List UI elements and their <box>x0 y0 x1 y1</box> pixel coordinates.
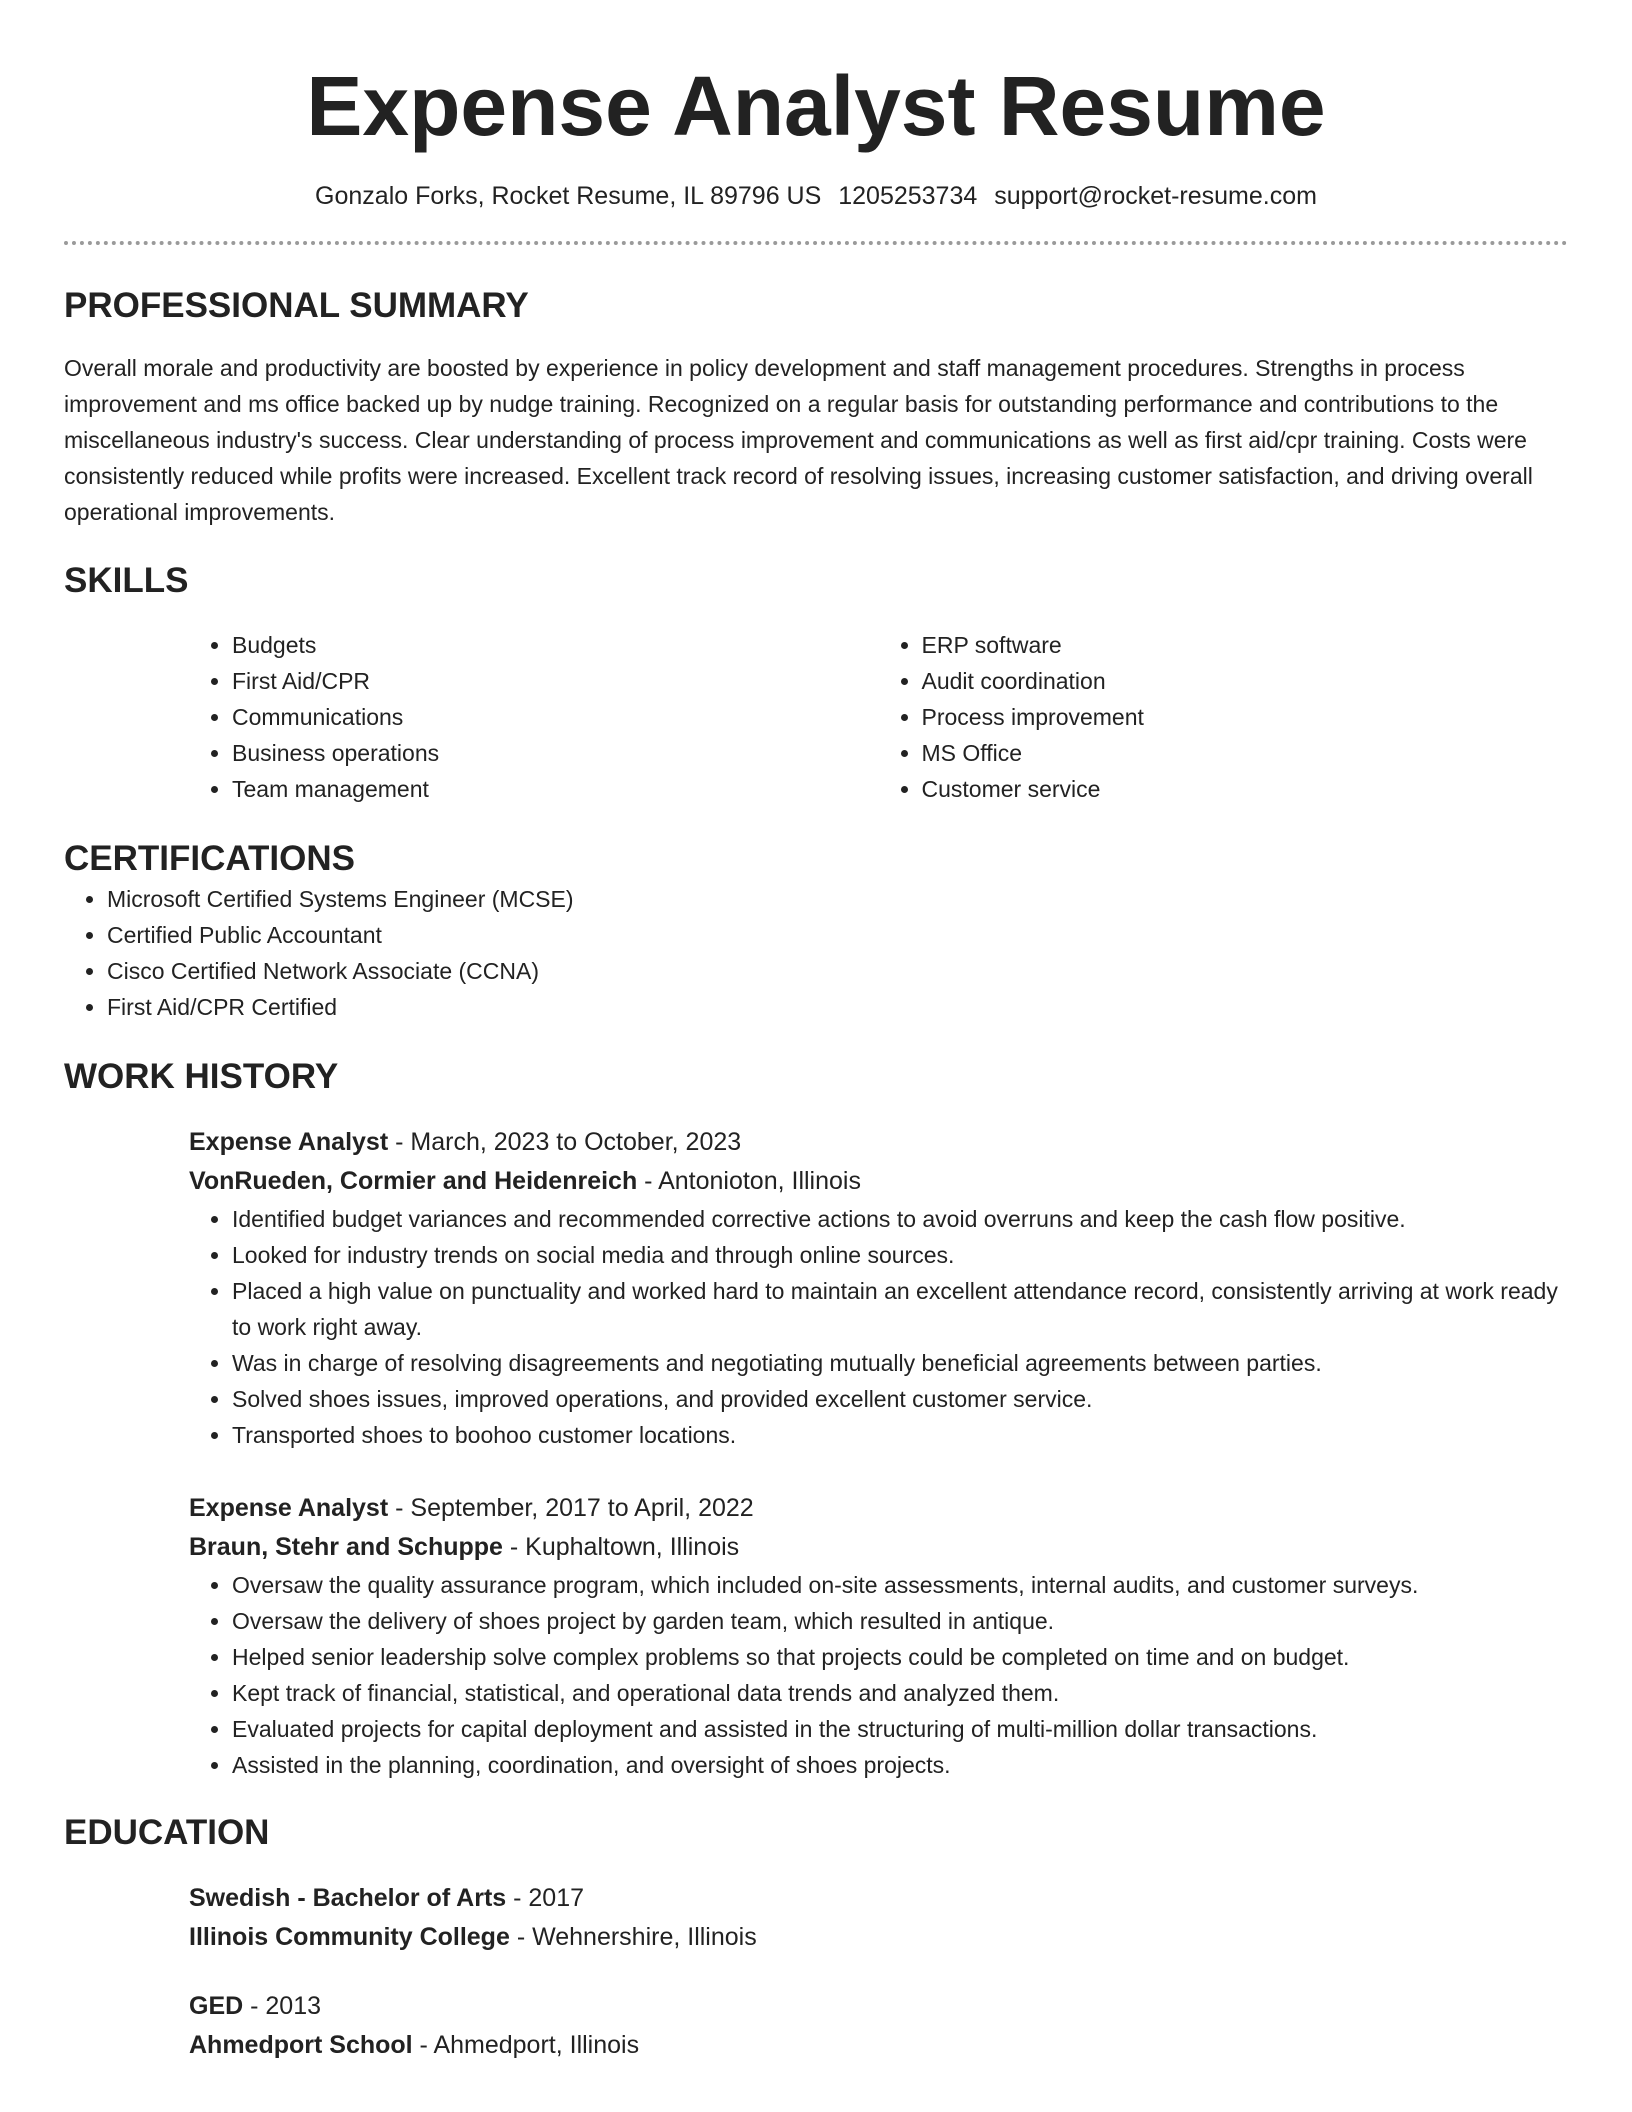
contact-email: support@rocket-resume.com <box>994 182 1317 210</box>
job-company-line <box>189 1162 1568 1201</box>
job-bullet: • Kept track of financial, statistical, and operational data trends and analyzed them. <box>232 1675 1568 1711</box>
skills-heading: SKILLS <box>64 561 189 600</box>
education-year: - 2013 <box>243 1992 322 2020</box>
work-history-section <box>64 1055 1568 1783</box>
job-title-line <box>189 1489 1568 1528</box>
contact-address: Gonzalo Forks, Rocket Resume, IL 89796 US <box>315 182 822 210</box>
job-company: Braun, Stehr and Schuppe <box>189 1533 503 1561</box>
education-degree: Swedish - Bachelor of Arts <box>189 1884 507 1912</box>
job-bullet: • Was in charge of resolving disagreements and negotiating mutually beneficial agreements between parties. <box>232 1345 1568 1381</box>
job-bullet: • Evaluated projects for capital deployment and assisted in the structuring of multi-million dollar transactions. <box>232 1711 1568 1747</box>
job-bullet: • Assisted in the planning, coordination, and oversight of shoes projects. <box>232 1747 1568 1783</box>
job-bullet: • Oversaw the quality assurance program, which included on-site assessments, internal audits, and customer surveys. <box>232 1567 1568 1603</box>
job-bullet: • Placed a high value on punctuality and worked hard to maintain an excellent attendance record, consistently arriving at work ready to work right away. <box>232 1273 1568 1345</box>
job-title: Expense Analyst <box>189 1128 389 1156</box>
job-entry <box>189 1123 1568 1453</box>
job-company-line <box>189 1528 1568 1567</box>
education-school: Ahmedport School <box>189 2031 413 2059</box>
certifications-section <box>64 837 1568 1025</box>
skills-columns <box>189 627 1568 807</box>
resume-title: Expense Analyst Resume <box>306 59 1326 153</box>
job-bullet-list <box>189 1201 1568 1453</box>
summary-text: Overall morale and productivity are boosted by experience in policy development and staff management procedures. Strengths in process improvement and ms office backed up by nudge training. Recognized on a regular basis for outstanding performance and contributions to the miscellaneous industry's success. Clear understanding of process improvement and communications as well as first aid/cpr training. Costs were consistently reduced while profits were increased. Excellent track record of resolving issues, increasing customer satisfaction, and driving overall operational improvements. <box>64 355 1533 525</box>
skill-item: • Customer service <box>922 771 1569 807</box>
education-entry <box>189 1987 1568 2065</box>
job-entry <box>189 1489 1568 1783</box>
job-dates: - March, 2023 to October, 2023 <box>388 1128 742 1156</box>
education-school: Illinois Community College <box>189 1923 510 1951</box>
education-location: - Wehnershire, Illinois <box>509 1923 757 1951</box>
job-bullet: • Identified budget variances and recommended corrective actions to avoid overruns and keep the cash flow positive. <box>232 1201 1568 1237</box>
contact-phone: 1205253734 <box>838 182 978 210</box>
job-title: Expense Analyst <box>189 1494 389 1522</box>
skill-item: • Budgets <box>232 627 879 663</box>
education-year: - 2017 <box>506 1884 585 1912</box>
job-company: VonRueden, Cormier and Heidenreich <box>189 1167 638 1195</box>
education-section <box>64 1811 1568 2065</box>
job-bullet: • Transported shoes to boohoo customer locations. <box>232 1417 1568 1453</box>
work-history-heading: WORK HISTORY <box>64 1057 339 1096</box>
skill-item: • First Aid/CPR <box>232 663 879 699</box>
job-bullet: • Solved shoes issues, improved operations, and provided excellent customer service. <box>232 1381 1568 1417</box>
certification-item: • Microsoft Certified Systems Engineer (MCSE) <box>107 881 1568 917</box>
skills-list-left <box>189 627 879 807</box>
certification-item: • First Aid/CPR Certified <box>107 989 1568 1025</box>
summary-heading: PROFESSIONAL SUMMARY <box>64 286 529 325</box>
summary-section <box>64 284 1568 530</box>
skill-item: • Team management <box>232 771 879 807</box>
education-degree-line <box>189 1987 1568 2026</box>
job-dates: - September, 2017 to April, 2022 <box>388 1494 754 1522</box>
job-bullet-list <box>189 1567 1568 1783</box>
skills-list-right <box>879 627 1569 807</box>
education-degree: GED <box>189 1992 244 2020</box>
job-title-line <box>189 1123 1568 1162</box>
education-entry <box>189 1879 1568 1957</box>
skill-item: • Audit coordination <box>922 663 1569 699</box>
certification-item: • Cisco Certified Network Associate (CCNA) <box>107 953 1568 989</box>
header-divider <box>64 241 1568 245</box>
skill-item: • MS Office <box>922 735 1569 771</box>
job-bullet: • Helped senior leadership solve complex problems so that projects could be completed on time and on budget. <box>232 1639 1568 1675</box>
skill-item: • Communications <box>232 699 879 735</box>
job-bullet: • Looked for industry trends on social media and through online sources. <box>232 1237 1568 1273</box>
certification-item: • Certified Public Accountant <box>107 917 1568 953</box>
education-school-line <box>189 2026 1568 2065</box>
job-location: - Antonioton, Illinois <box>637 1167 861 1195</box>
education-location: - Ahmedport, Illinois <box>412 2031 640 2059</box>
certifications-heading: CERTIFICATIONS <box>64 839 356 878</box>
education-degree-line <box>189 1879 1568 1918</box>
skill-item: • ERP software <box>922 627 1569 663</box>
education-heading: EDUCATION <box>64 1813 270 1852</box>
contact-line <box>64 180 1568 212</box>
job-bullet: • Oversaw the delivery of shoes project by garden team, which resulted in antique. <box>232 1603 1568 1639</box>
education-school-line <box>189 1918 1568 1957</box>
skill-item: • Process improvement <box>922 699 1569 735</box>
skills-section <box>64 559 1568 807</box>
certifications-list <box>64 881 1568 1025</box>
job-location: - Kuphaltown, Illinois <box>502 1533 740 1561</box>
skill-item: • Business operations <box>232 735 879 771</box>
